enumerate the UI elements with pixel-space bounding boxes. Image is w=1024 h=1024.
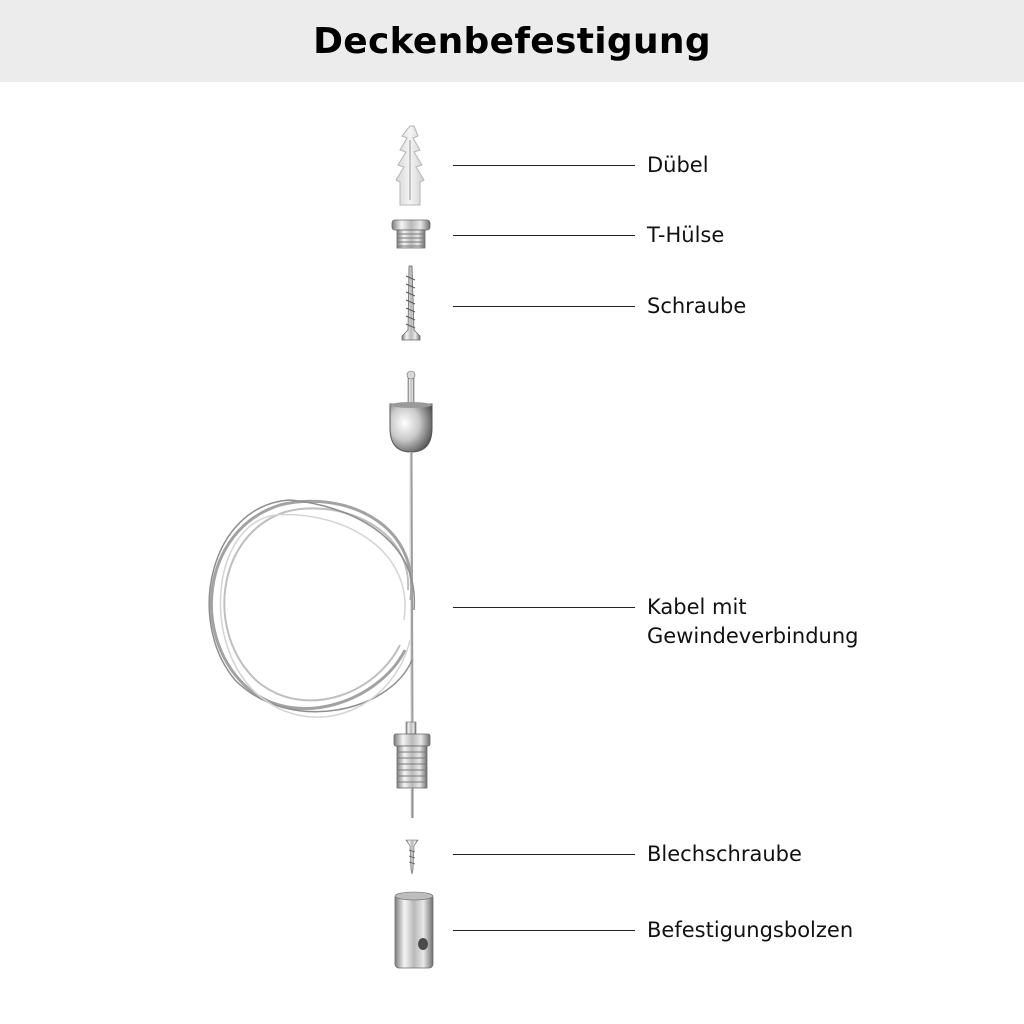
label-t-huelse: T-Hülse bbox=[647, 223, 725, 247]
sheet-metal-screw-icon bbox=[406, 840, 418, 874]
threaded-cable-icon bbox=[209, 371, 432, 818]
t-sleeve-icon bbox=[392, 220, 430, 248]
label-bolzen: Befestigungsbolzen bbox=[647, 918, 854, 942]
leader-line-kabel bbox=[453, 607, 635, 608]
leader-line-t-huelse bbox=[453, 235, 635, 236]
label-kabel-line-1: Kabel mit bbox=[647, 595, 747, 619]
mounting-bolt-icon bbox=[395, 892, 433, 968]
wall-plug-icon bbox=[396, 126, 424, 205]
screw-icon bbox=[402, 266, 420, 340]
page-title: Deckenbefestigung bbox=[313, 20, 711, 62]
leader-line-duebel bbox=[453, 165, 635, 166]
label-kabel-line-2: Gewindeverbindung bbox=[647, 624, 859, 648]
label-duebel: Dübel bbox=[647, 153, 709, 177]
leader-line-bolzen bbox=[453, 930, 635, 931]
label-blechschraube: Blechschraube bbox=[647, 842, 802, 866]
label-schraube: Schraube bbox=[647, 294, 747, 318]
leader-line-schraube bbox=[453, 306, 635, 307]
leader-line-blechschraube bbox=[453, 854, 635, 855]
label-kabel bbox=[647, 593, 859, 651]
